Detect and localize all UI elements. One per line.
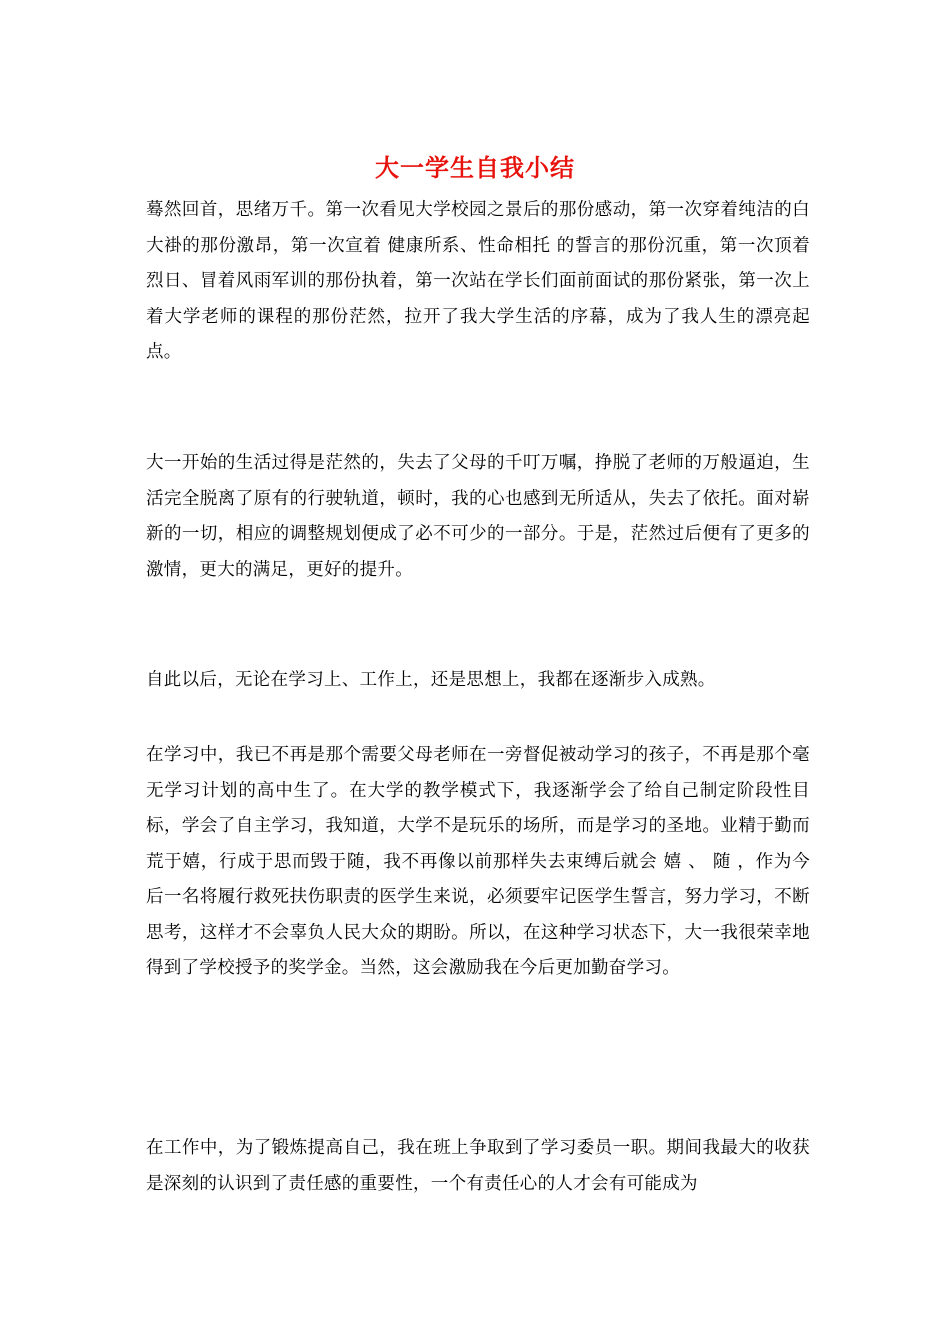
paragraph-5: 在工作中，为了锻炼提高自己，我在班上争取到了学习委员一职。期间我最大的收获是深刻的认识到了责任感的重要性，一个有责任心的人才会有可能成为 — [146, 1138, 810, 1194]
paragraph-2: 大一开始的生活过得是茫然的，失去了父母的千叮万嘱，挣脱了老师的万般逼迫，生活完全脱离了原有的行驶轨道，顿时，我的心也感到无所适从，失去了依托。面对崭新的一切，相应的调整规划便成了必不可少的一部分。于是，茫然过后便有了更多的激情，更大的满足，更好的提升。 — [146, 453, 810, 580]
paragraph-4: 在学习中，我已不再是那个需要父母老师在一旁督促被动学习的孩子，不再是那个毫无学习计划的高中生了。在大学的教学模式下，我逐渐学会了给自己制定阶段性目标，学会了自主学习，我知道，大学不是玩乐的场所，而是学习的圣地。业精于勤而荒于嬉，行成于思而毁于随，我不再像以前那样失去束缚后就会 嬉 、 随 ，作为今后一名将履行救死扶伤职责的医学生来说，必须要牢记医学生誓言，努力学习，不断思考，这样才不会辜负人民大众的期盼。所以，在这种学习状态下，大一我很荣幸地得到了学校授予的奖学金。当然，这会激励我在今后更加勤奋学习。 — [146, 745, 810, 978]
paragraph-1: 蓦然回首，思绪万千。第一次看见大学校园之景后的那份感动，第一次穿着纯洁的白大褂的那份激昂，第一次宣着 健康所系、性命相托 的誓言的那份沉重，第一次顶着烈日、冒着风雨军训的那份执着，第一次站在学长们面前面试的那份紧张，第一次上着大学老师的课程的那份茫然，拉开了我大学生活的序幕，成为了我人生的漂亮起点。 — [146, 200, 810, 362]
document-title: 大一学生自我小结 — [375, 153, 575, 182]
paragraph-3: 自此以后，无论在学习上、工作上，还是思想上，我都在逐渐步入成熟。 — [146, 670, 716, 690]
